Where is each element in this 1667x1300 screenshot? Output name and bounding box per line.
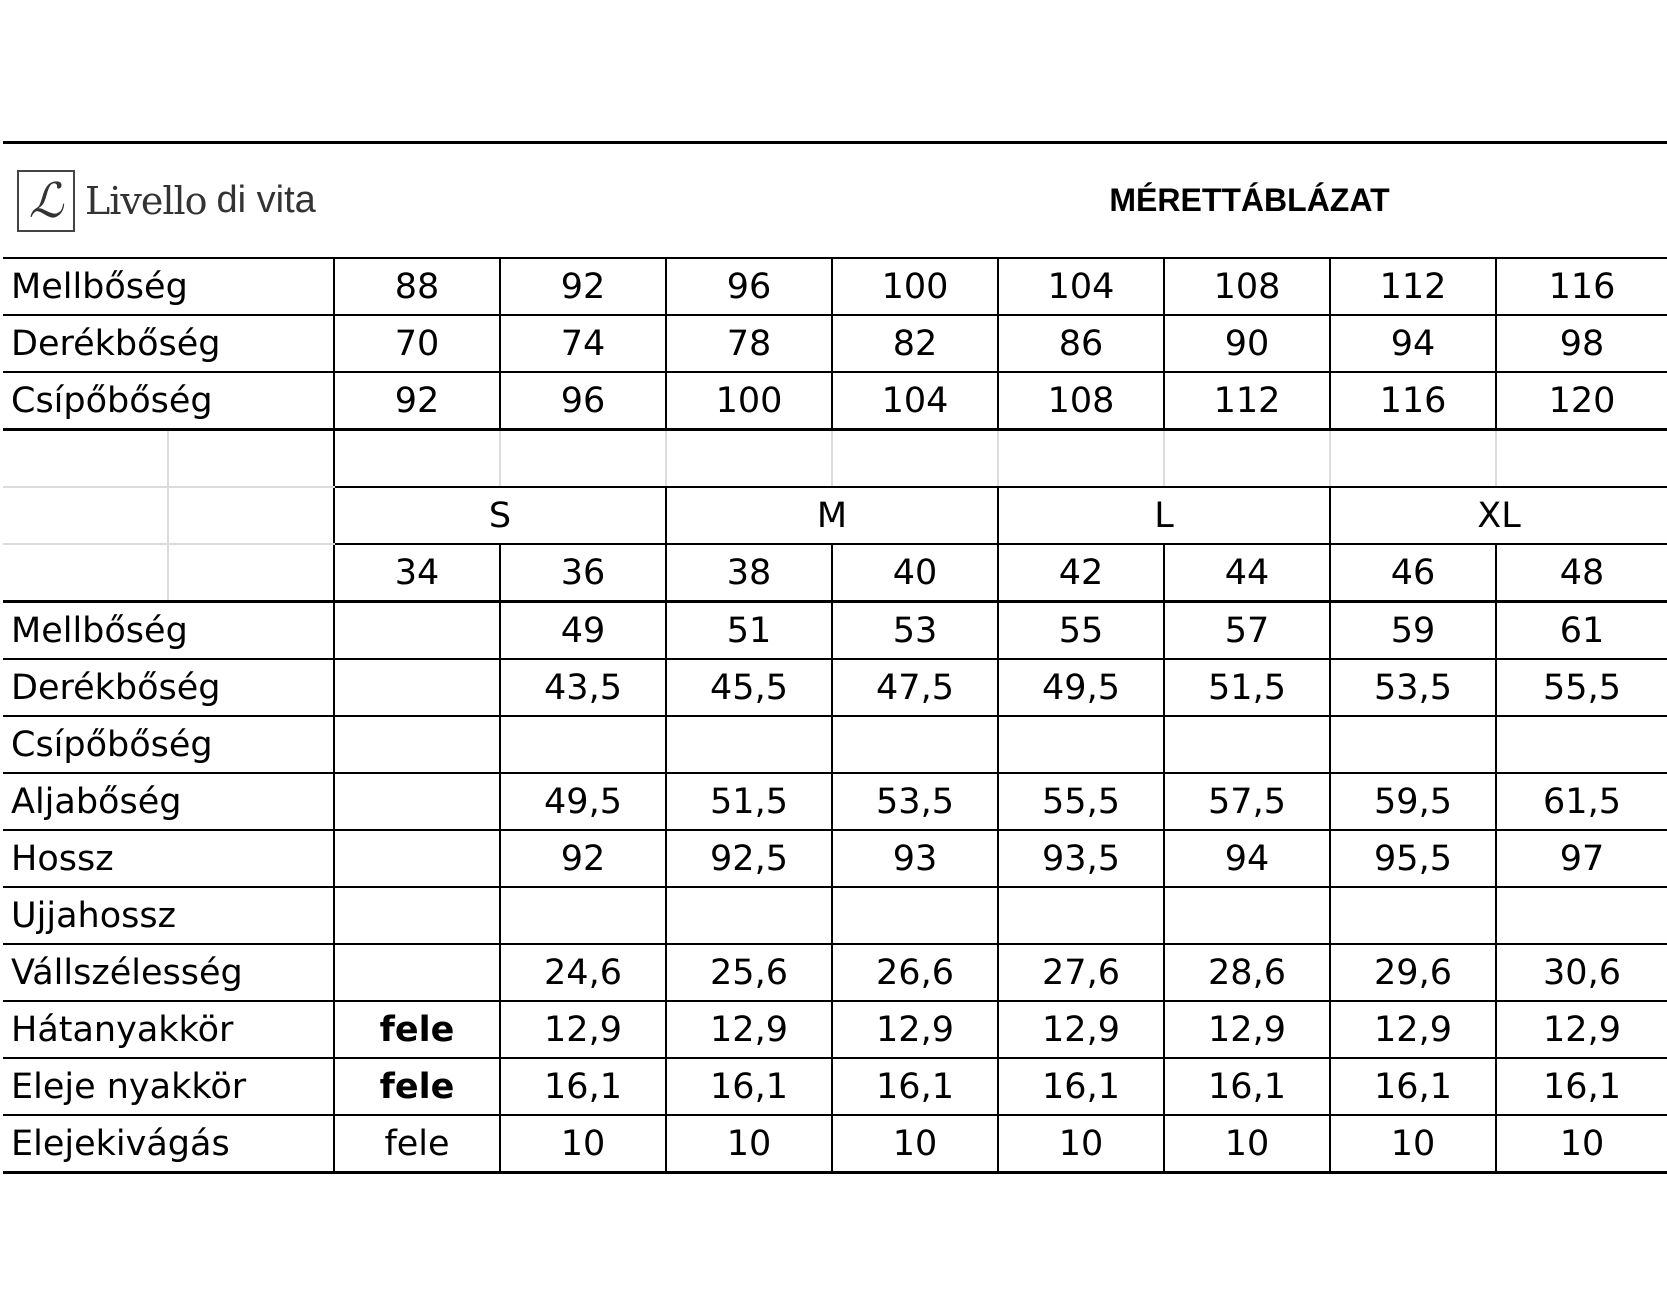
body-measure-row bbox=[3, 258, 1667, 315]
garment-measure-value: 16,1 bbox=[500, 1058, 666, 1115]
empty-cell bbox=[666, 430, 832, 488]
body-measure-value: 74 bbox=[500, 315, 666, 372]
garment-measure-row bbox=[3, 1115, 1667, 1173]
garment-measure-value: 10 bbox=[1330, 1115, 1496, 1173]
empty-cell bbox=[1164, 430, 1330, 488]
garment-measure-value: 12,9 bbox=[1330, 1001, 1496, 1058]
garment-measure-value: 16,1 bbox=[1496, 1058, 1667, 1115]
logo bbox=[3, 143, 832, 259]
garment-measure-value bbox=[1164, 716, 1330, 773]
empty-cell bbox=[168, 544, 334, 602]
garment-measure-value bbox=[500, 887, 666, 944]
garment-measure-value: 28,6 bbox=[1164, 944, 1330, 1001]
garment-measure-value: 10 bbox=[500, 1115, 666, 1173]
garment-measure-value bbox=[1330, 887, 1496, 944]
body-measure-value: 96 bbox=[666, 258, 832, 315]
body-measure-row bbox=[3, 372, 1667, 430]
garment-measure-value: 93 bbox=[832, 830, 998, 887]
empty-cell bbox=[3, 430, 168, 488]
body-measure-value: 100 bbox=[666, 372, 832, 430]
garment-measure-value: 16,1 bbox=[998, 1058, 1164, 1115]
size-number-row bbox=[3, 544, 1667, 602]
garment-measure-value: 49,5 bbox=[998, 659, 1164, 716]
garment-measure-value: 53,5 bbox=[832, 773, 998, 830]
row-note bbox=[334, 887, 500, 944]
row-label: Mellbőség bbox=[3, 602, 334, 660]
size-group-label: M bbox=[666, 487, 998, 544]
garment-measure-value: 10 bbox=[1164, 1115, 1330, 1173]
body-measure-value: 98 bbox=[1496, 315, 1667, 372]
body-measure-value: 92 bbox=[334, 372, 500, 430]
body-measure-value: 92 bbox=[500, 258, 666, 315]
body-measure-value: 108 bbox=[1164, 258, 1330, 315]
garment-measure-value: 53 bbox=[832, 602, 998, 660]
empty-cell bbox=[168, 487, 334, 544]
logo-mark-icon: ℒ bbox=[17, 170, 75, 232]
garment-measure-value: 16,1 bbox=[832, 1058, 998, 1115]
row-note: fele bbox=[334, 1115, 500, 1173]
garment-measure-value: 25,6 bbox=[666, 944, 832, 1001]
garment-measure-value: 10 bbox=[998, 1115, 1164, 1173]
garment-measure-value: 55 bbox=[998, 602, 1164, 660]
body-measure-value: 96 bbox=[500, 372, 666, 430]
garment-measure-value bbox=[500, 716, 666, 773]
garment-measure-value: 55,5 bbox=[1496, 659, 1667, 716]
size-group-label: XL bbox=[1330, 487, 1667, 544]
garment-measure-value: 10 bbox=[1496, 1115, 1667, 1173]
garment-measure-value: 59,5 bbox=[1330, 773, 1496, 830]
logo-sub: di vita bbox=[216, 179, 316, 221]
empty-cell bbox=[3, 544, 168, 602]
row-label: Derékbőség bbox=[3, 659, 334, 716]
row-note: fele bbox=[334, 1058, 500, 1115]
garment-measure-row bbox=[3, 716, 1667, 773]
garment-measure-value bbox=[1330, 716, 1496, 773]
row-label: Vállszélesség bbox=[3, 944, 334, 1001]
body-measure-value: 108 bbox=[998, 372, 1164, 430]
garment-measure-value: 57,5 bbox=[1164, 773, 1330, 830]
garment-measure-value bbox=[998, 887, 1164, 944]
garment-measure-value bbox=[1496, 716, 1667, 773]
garment-measure-value bbox=[998, 716, 1164, 773]
empty-cell bbox=[832, 430, 998, 488]
size-number: 44 bbox=[1164, 544, 1330, 602]
body-measure-value: 70 bbox=[334, 315, 500, 372]
empty-cell bbox=[1330, 430, 1496, 488]
row-label: Hátanyakkör bbox=[3, 1001, 334, 1058]
garment-measure-value: 29,6 bbox=[1330, 944, 1496, 1001]
size-group-label: L bbox=[998, 487, 1330, 544]
size-group-label: S bbox=[334, 487, 666, 544]
garment-measure-value: 10 bbox=[832, 1115, 998, 1173]
body-measure-value: 86 bbox=[998, 315, 1164, 372]
garment-measure-value: 27,6 bbox=[998, 944, 1164, 1001]
garment-measure-value: 92,5 bbox=[666, 830, 832, 887]
body-measure-value: 104 bbox=[998, 258, 1164, 315]
garment-measure-value: 49,5 bbox=[500, 773, 666, 830]
row-label: Ujjahossz bbox=[3, 887, 334, 944]
row-note bbox=[334, 830, 500, 887]
garment-measure-value: 12,9 bbox=[1496, 1001, 1667, 1058]
body-measure-value: 112 bbox=[1330, 258, 1496, 315]
row-label: Csípőbőség bbox=[3, 716, 334, 773]
garment-measure-value: 12,9 bbox=[1164, 1001, 1330, 1058]
empty-cell bbox=[1496, 430, 1667, 488]
body-measure-value: 104 bbox=[832, 372, 998, 430]
empty-cell bbox=[168, 430, 334, 488]
row-note bbox=[334, 659, 500, 716]
row-label: Eleje nyakkör bbox=[3, 1058, 334, 1115]
garment-measure-value: 92 bbox=[500, 830, 666, 887]
garment-measure-row bbox=[3, 830, 1667, 887]
size-number: 34 bbox=[334, 544, 500, 602]
garment-measure-value: 95,5 bbox=[1330, 830, 1496, 887]
garment-measure-value: 49 bbox=[500, 602, 666, 660]
garment-measure-value: 10 bbox=[666, 1115, 832, 1173]
garment-measure-value: 16,1 bbox=[666, 1058, 832, 1115]
row-note bbox=[334, 602, 500, 660]
garment-measure-row bbox=[3, 887, 1667, 944]
size-chart-table bbox=[3, 141, 1667, 1174]
row-note bbox=[334, 944, 500, 1001]
garment-measure-row bbox=[3, 773, 1667, 830]
garment-measure-value bbox=[666, 887, 832, 944]
garment-measure-value: 16,1 bbox=[1330, 1058, 1496, 1115]
size-number: 38 bbox=[666, 544, 832, 602]
empty-cell bbox=[500, 430, 666, 488]
garment-measure-value: 61,5 bbox=[1496, 773, 1667, 830]
chart-title: MÉRETTÁBLÁZAT bbox=[832, 143, 1667, 259]
row-note bbox=[334, 773, 500, 830]
garment-measure-value: 97 bbox=[1496, 830, 1667, 887]
garment-measure-value: 51 bbox=[666, 602, 832, 660]
body-measure-value: 120 bbox=[1496, 372, 1667, 430]
header-row bbox=[3, 143, 1667, 259]
garment-measure-value bbox=[1496, 887, 1667, 944]
empty-cell bbox=[3, 487, 168, 544]
size-number: 48 bbox=[1496, 544, 1667, 602]
garment-measure-row bbox=[3, 659, 1667, 716]
body-measure-value: 116 bbox=[1330, 372, 1496, 430]
empty-cell bbox=[998, 430, 1164, 488]
garment-measure-value: 94 bbox=[1164, 830, 1330, 887]
garment-measure-value: 45,5 bbox=[666, 659, 832, 716]
body-measure-value: 112 bbox=[1164, 372, 1330, 430]
row-note bbox=[334, 716, 500, 773]
size-number: 46 bbox=[1330, 544, 1496, 602]
row-label: Mellbőség bbox=[3, 258, 334, 315]
garment-measure-value: 93,5 bbox=[998, 830, 1164, 887]
row-label: Hossz bbox=[3, 830, 334, 887]
garment-measure-value: 51,5 bbox=[666, 773, 832, 830]
row-label: Csípőbőség bbox=[3, 372, 334, 430]
garment-measure-row bbox=[3, 1001, 1667, 1058]
garment-measure-value: 30,6 bbox=[1496, 944, 1667, 1001]
size-group-row bbox=[3, 487, 1667, 544]
size-number: 40 bbox=[832, 544, 998, 602]
body-measure-value: 94 bbox=[1330, 315, 1496, 372]
body-measure-value: 78 bbox=[666, 315, 832, 372]
size-chart-sheet bbox=[3, 141, 1667, 1174]
body-measure-value: 82 bbox=[832, 315, 998, 372]
garment-measure-value: 53,5 bbox=[1330, 659, 1496, 716]
row-label: Aljabőség bbox=[3, 773, 334, 830]
garment-measure-value: 12,9 bbox=[666, 1001, 832, 1058]
garment-measure-value bbox=[832, 887, 998, 944]
garment-measure-row bbox=[3, 944, 1667, 1001]
garment-measure-value bbox=[832, 716, 998, 773]
row-note: fele bbox=[334, 1001, 500, 1058]
garment-measure-value: 43,5 bbox=[500, 659, 666, 716]
garment-measure-value: 12,9 bbox=[832, 1001, 998, 1058]
garment-measure-value: 12,9 bbox=[998, 1001, 1164, 1058]
garment-measure-row bbox=[3, 602, 1667, 660]
garment-measure-value: 26,6 bbox=[832, 944, 998, 1001]
garment-measure-value: 61 bbox=[1496, 602, 1667, 660]
body-measure-value: 100 bbox=[832, 258, 998, 315]
size-number: 42 bbox=[998, 544, 1164, 602]
body-measure-value: 90 bbox=[1164, 315, 1330, 372]
spacer-row bbox=[3, 430, 1667, 488]
row-label: Elejekivágás bbox=[3, 1115, 334, 1173]
garment-measure-value: 16,1 bbox=[1164, 1058, 1330, 1115]
empty-cell bbox=[334, 430, 500, 488]
body-measure-value: 116 bbox=[1496, 258, 1667, 315]
garment-measure-row bbox=[3, 1058, 1667, 1115]
garment-measure-value bbox=[666, 716, 832, 773]
garment-measure-value: 12,9 bbox=[500, 1001, 666, 1058]
garment-measure-value: 24,6 bbox=[500, 944, 666, 1001]
size-number: 36 bbox=[500, 544, 666, 602]
garment-measure-value: 47,5 bbox=[832, 659, 998, 716]
body-measure-row bbox=[3, 315, 1667, 372]
garment-measure-value: 51,5 bbox=[1164, 659, 1330, 716]
body-measure-value: 88 bbox=[334, 258, 500, 315]
garment-measure-value: 55,5 bbox=[998, 773, 1164, 830]
garment-measure-value: 57 bbox=[1164, 602, 1330, 660]
row-label: Derékbőség bbox=[3, 315, 334, 372]
garment-measure-value: 59 bbox=[1330, 602, 1496, 660]
logo-brand: Livello bbox=[85, 178, 207, 223]
garment-measure-value bbox=[1164, 887, 1330, 944]
